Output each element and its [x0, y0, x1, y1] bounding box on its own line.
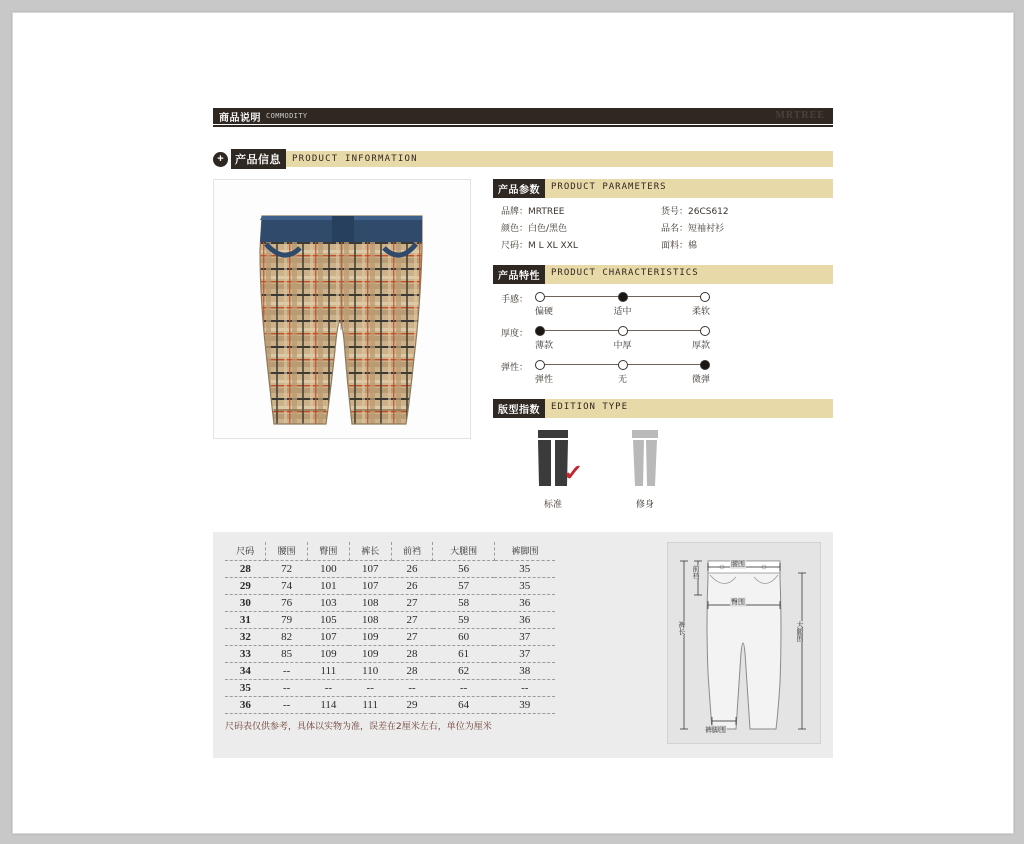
measurement-diagram [667, 542, 821, 744]
product-characteristics-cn: 产品特性 [493, 265, 545, 284]
scale-dot-3-selected[interactable] [700, 360, 710, 370]
cell-front-rise: 27 [391, 612, 433, 629]
characteristic-label-elasticity: 弹性： [501, 363, 529, 373]
scale-dot-1[interactable] [535, 360, 545, 370]
diagram-label-front-rise: 前裆 [692, 565, 700, 579]
cell-length: 108 [349, 612, 391, 629]
scale-option-2: 适中 [613, 307, 632, 317]
checkmark-icon: ✓ [562, 460, 583, 485]
main-columns [213, 179, 833, 510]
cell-front-rise: 26 [391, 578, 433, 595]
cell-leg-opening: 37 [494, 629, 555, 646]
scale-dot-2[interactable] [618, 360, 628, 370]
cell-hip: 105 [308, 612, 350, 629]
characteristics-list [501, 290, 833, 385]
characteristic-scale-elasticity [535, 358, 710, 385]
table-row [225, 680, 555, 697]
cell-leg-opening: 35 [494, 561, 555, 578]
cell-thigh: 59 [433, 612, 495, 629]
scale-dot-2-selected[interactable] [618, 292, 628, 302]
cell-leg-opening: 36 [494, 612, 555, 629]
col-waist: 腰围 [266, 542, 308, 561]
diagram-label-leg-opening: 裤脚围 [705, 726, 726, 734]
cell-leg-opening: 37 [494, 646, 555, 663]
commodity-header-bar [213, 108, 833, 124]
cell-thigh: -- [433, 680, 495, 697]
cell-front-rise: 29 [391, 697, 433, 714]
cell-leg-opening: -- [494, 680, 555, 697]
cell-front-rise: -- [391, 680, 433, 697]
cell-thigh: 62 [433, 663, 495, 680]
param-fabric: 面料：棉 [661, 241, 698, 251]
diagram-label-thigh: 大腿围 [796, 621, 804, 642]
edition-type-en: EDITION TYPE [545, 399, 833, 418]
document-page [12, 12, 1014, 834]
slim-fit-icon [622, 428, 668, 490]
param-brand: 品牌：MRTREE [501, 207, 565, 217]
col-length: 裤长 [349, 542, 391, 561]
brand-logo-text: MRTREE [775, 110, 825, 121]
cell-leg-opening: 39 [494, 697, 555, 714]
edition-type-options [507, 428, 833, 510]
cell-size: 29 [225, 578, 266, 595]
scale-option-1: 薄款 [535, 341, 554, 351]
scale-option-1: 弹性 [535, 375, 554, 385]
cell-thigh: 57 [433, 578, 495, 595]
cell-waist: -- [266, 663, 308, 680]
cell-front-rise: 27 [391, 595, 433, 612]
cell-size: 35 [225, 680, 266, 697]
cell-waist: 79 [266, 612, 308, 629]
characteristic-label-thickness: 厚度： [501, 329, 529, 339]
cell-hip: 109 [308, 646, 350, 663]
col-thigh: 大腿围 [433, 542, 495, 561]
edition-option-slim[interactable] [599, 428, 691, 510]
characteristic-scale-thickness [535, 324, 710, 351]
product-parameters-grid [501, 204, 833, 251]
product-parameters-heading [493, 179, 833, 198]
edition-type-heading [493, 399, 833, 418]
cell-leg-opening: 35 [494, 578, 555, 595]
cell-thigh: 58 [433, 595, 495, 612]
scale-dot-3[interactable] [700, 326, 710, 336]
table-row [225, 697, 555, 714]
size-table-note: 尺码表仅供参考，具体以实物为准，误差在2厘米左右，单位为厘米 [225, 722, 492, 732]
cell-size: 30 [225, 595, 266, 612]
cell-size: 34 [225, 663, 266, 680]
cell-hip: 101 [308, 578, 350, 595]
cell-size: 32 [225, 629, 266, 646]
cell-length: 109 [349, 646, 391, 663]
cell-length: 110 [349, 663, 391, 680]
scale-option-1: 偏硬 [535, 307, 554, 317]
product-information-cn: 产品信息 [231, 149, 286, 169]
cell-size: 33 [225, 646, 266, 663]
cell-front-rise: 28 [391, 663, 433, 680]
cell-front-rise: 27 [391, 629, 433, 646]
param-article-no: 货号：26CS612 [661, 207, 729, 217]
header-divider [213, 125, 833, 127]
product-characteristics-heading [493, 265, 833, 284]
cell-length: 107 [349, 561, 391, 578]
cell-front-rise: 28 [391, 646, 433, 663]
size-table [225, 542, 555, 714]
characteristic-row-thickness [501, 324, 833, 351]
scale-dot-1[interactable] [535, 292, 545, 302]
edition-option-standard[interactable] [507, 428, 599, 510]
product-parameters-en: PRODUCT PARAMETERS [545, 179, 833, 198]
product-characteristics-en: PRODUCT CHARACTERISTICS [545, 265, 833, 284]
size-chart-block [213, 532, 833, 758]
cell-hip: 100 [308, 561, 350, 578]
col-leg-opening: 裤脚围 [494, 542, 555, 561]
cell-length: 111 [349, 697, 391, 714]
cell-length: 107 [349, 578, 391, 595]
col-hip: 臀围 [308, 542, 350, 561]
table-header-row [225, 542, 555, 561]
table-row [225, 612, 555, 629]
diagram-label-hip: 臀围 [731, 598, 745, 606]
characteristic-scale-hand-feel [535, 290, 710, 317]
table-row [225, 595, 555, 612]
specs-column [493, 179, 833, 510]
cell-size: 36 [225, 697, 266, 714]
scale-option-3: 微弹 [691, 375, 710, 385]
cell-size: 31 [225, 612, 266, 629]
product-parameters-cn: 产品参数 [493, 179, 545, 198]
scale-dot-3[interactable] [700, 292, 710, 302]
scale-option-2: 无 [617, 375, 627, 385]
commodity-title-en: COMMODITY [266, 112, 308, 120]
cell-waist: -- [266, 680, 308, 697]
edition-type-cn: 版型指数 [493, 399, 545, 418]
cell-waist: -- [266, 697, 308, 714]
cell-hip: 103 [308, 595, 350, 612]
col-size: 尺码 [225, 542, 266, 561]
cell-waist: 72 [266, 561, 308, 578]
scale-option-3: 厚款 [691, 341, 710, 351]
cell-thigh: 60 [433, 629, 495, 646]
cell-thigh: 64 [433, 697, 495, 714]
cell-length: 109 [349, 629, 391, 646]
table-row [225, 646, 555, 663]
cell-waist: 74 [266, 578, 308, 595]
col-front-rise: 前裆 [391, 542, 433, 561]
plus-icon: + [213, 152, 228, 167]
cell-waist: 82 [266, 629, 308, 646]
cell-hip: 111 [308, 663, 350, 680]
scale-dot-1-selected[interactable] [535, 326, 545, 336]
scale-option-3: 柔软 [691, 307, 710, 317]
characteristic-row-elasticity [501, 358, 833, 385]
scale-option-2: 中厚 [613, 341, 632, 351]
edition-label-slim: 修身 [635, 500, 654, 510]
product-photo [213, 179, 471, 439]
table-row [225, 629, 555, 646]
product-information-heading [213, 149, 833, 169]
edition-label-standard: 标准 [543, 500, 562, 510]
cell-waist: 85 [266, 646, 308, 663]
cell-hip: 114 [308, 697, 350, 714]
cell-leg-opening: 36 [494, 595, 555, 612]
cell-hip: -- [308, 680, 350, 697]
cell-leg-opening: 38 [494, 663, 555, 680]
diagram-label-waist: 腰围 [731, 560, 745, 568]
cell-waist: 76 [266, 595, 308, 612]
diagram-label-length: 裤长 [678, 621, 686, 635]
content-area [213, 108, 833, 758]
scale-dot-2[interactable] [618, 326, 628, 336]
product-information-en: PRODUCT INFORMATION [286, 151, 833, 167]
cell-hip: 107 [308, 629, 350, 646]
table-row [225, 663, 555, 680]
param-name: 品名：短袖衬衫 [661, 224, 725, 234]
cell-length: -- [349, 680, 391, 697]
cell-length: 108 [349, 595, 391, 612]
commodity-title-cn: 商品说明 [219, 112, 261, 124]
standard-fit-icon [530, 428, 583, 490]
cell-thigh: 56 [433, 561, 495, 578]
characteristic-label-hand-feel: 手感： [501, 295, 529, 305]
cell-thigh: 61 [433, 646, 495, 663]
param-sizes: 尺码：M L XL XXL [501, 241, 578, 251]
param-color: 颜色：白色/黑色 [501, 224, 568, 234]
cell-size: 28 [225, 561, 266, 578]
table-row [225, 578, 555, 595]
size-table-wrap [225, 542, 657, 744]
characteristic-row-hand-feel [501, 290, 833, 317]
cell-front-rise: 26 [391, 561, 433, 578]
table-row [225, 561, 555, 578]
